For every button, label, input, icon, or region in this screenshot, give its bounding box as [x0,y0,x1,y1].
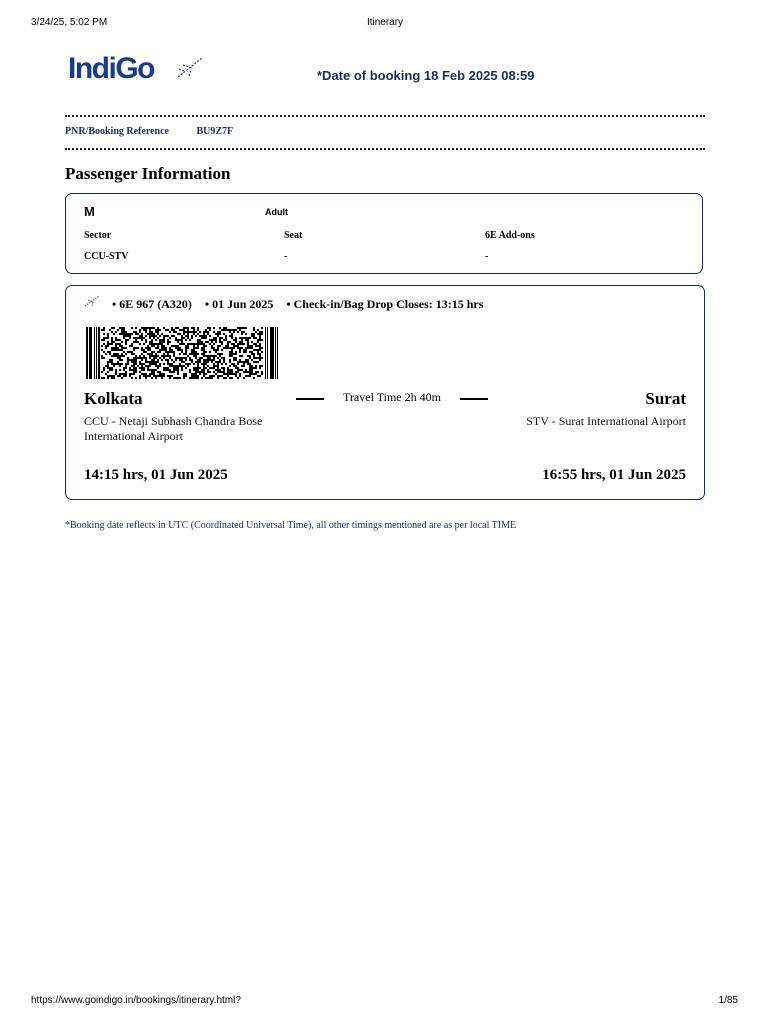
passenger-name: M [84,204,95,219]
print-footer [31,995,738,1006]
footnote: *Booking date reflects in UTC (Coordinated Universal Time), all other timings mentioned are as per local TIME [65,520,517,531]
travel-time-text: Travel Time 2h 40m [343,390,441,404]
pnr-value: BU9Z7F [196,126,234,137]
divider [65,148,705,150]
flight-number: 6E 967 (A320) [119,297,192,311]
seat-value: - [284,251,288,262]
flight-info: • 6E 967 (A320) • 01 Jun 2025 • Check-in/Bag Drop Closes: 13:15 hrs [112,297,484,311]
destination-city: Surat [645,389,686,408]
passenger-type: Adult [265,207,288,217]
flight-card [65,285,705,500]
origin-city: Kolkata [84,389,143,408]
print-timestamp: 3/24/25, 5:02 PM [31,17,108,28]
checkin-close: Check-in/Bag Drop Closes: 13:15 hrs [293,297,484,311]
plane-icon [175,55,205,81]
plane-icon [84,294,100,308]
barcode [86,327,279,379]
travel-time [296,390,488,406]
arrival-time: 16:55 hrs, 01 Jun 2025 [542,467,686,483]
logo-text: IndiGo [68,52,154,85]
pnr-row [65,126,233,137]
passenger-card [65,193,703,274]
page-url: https://www.goindigo.in/bookings/itinerary.html? [31,995,241,1006]
sector-value: CCU-STV [84,251,129,262]
departure-time: 14:15 hrs, 01 Jun 2025 [84,467,228,483]
destination-airport: STV - Surat International Airport [526,414,686,428]
flight-date: 01 Jun 2025 [212,297,274,311]
addons-value: - [485,251,489,262]
seat-header: Seat [284,230,303,241]
pnr-label: PNR/Booking Reference [65,126,169,137]
origin-airport: CCU - Netaji Subhash Chandra Bose International Airport [84,414,263,443]
booking-date: *Date of booking 18 Feb 2025 08:59 [317,68,535,83]
page-number: 1/85 [718,995,738,1006]
print-title: Itinerary [366,17,404,28]
section-title: Passenger Information [65,164,231,183]
sector-header: Sector [84,230,112,241]
addons-header: 6E Add-ons [485,230,535,241]
divider [65,115,705,117]
